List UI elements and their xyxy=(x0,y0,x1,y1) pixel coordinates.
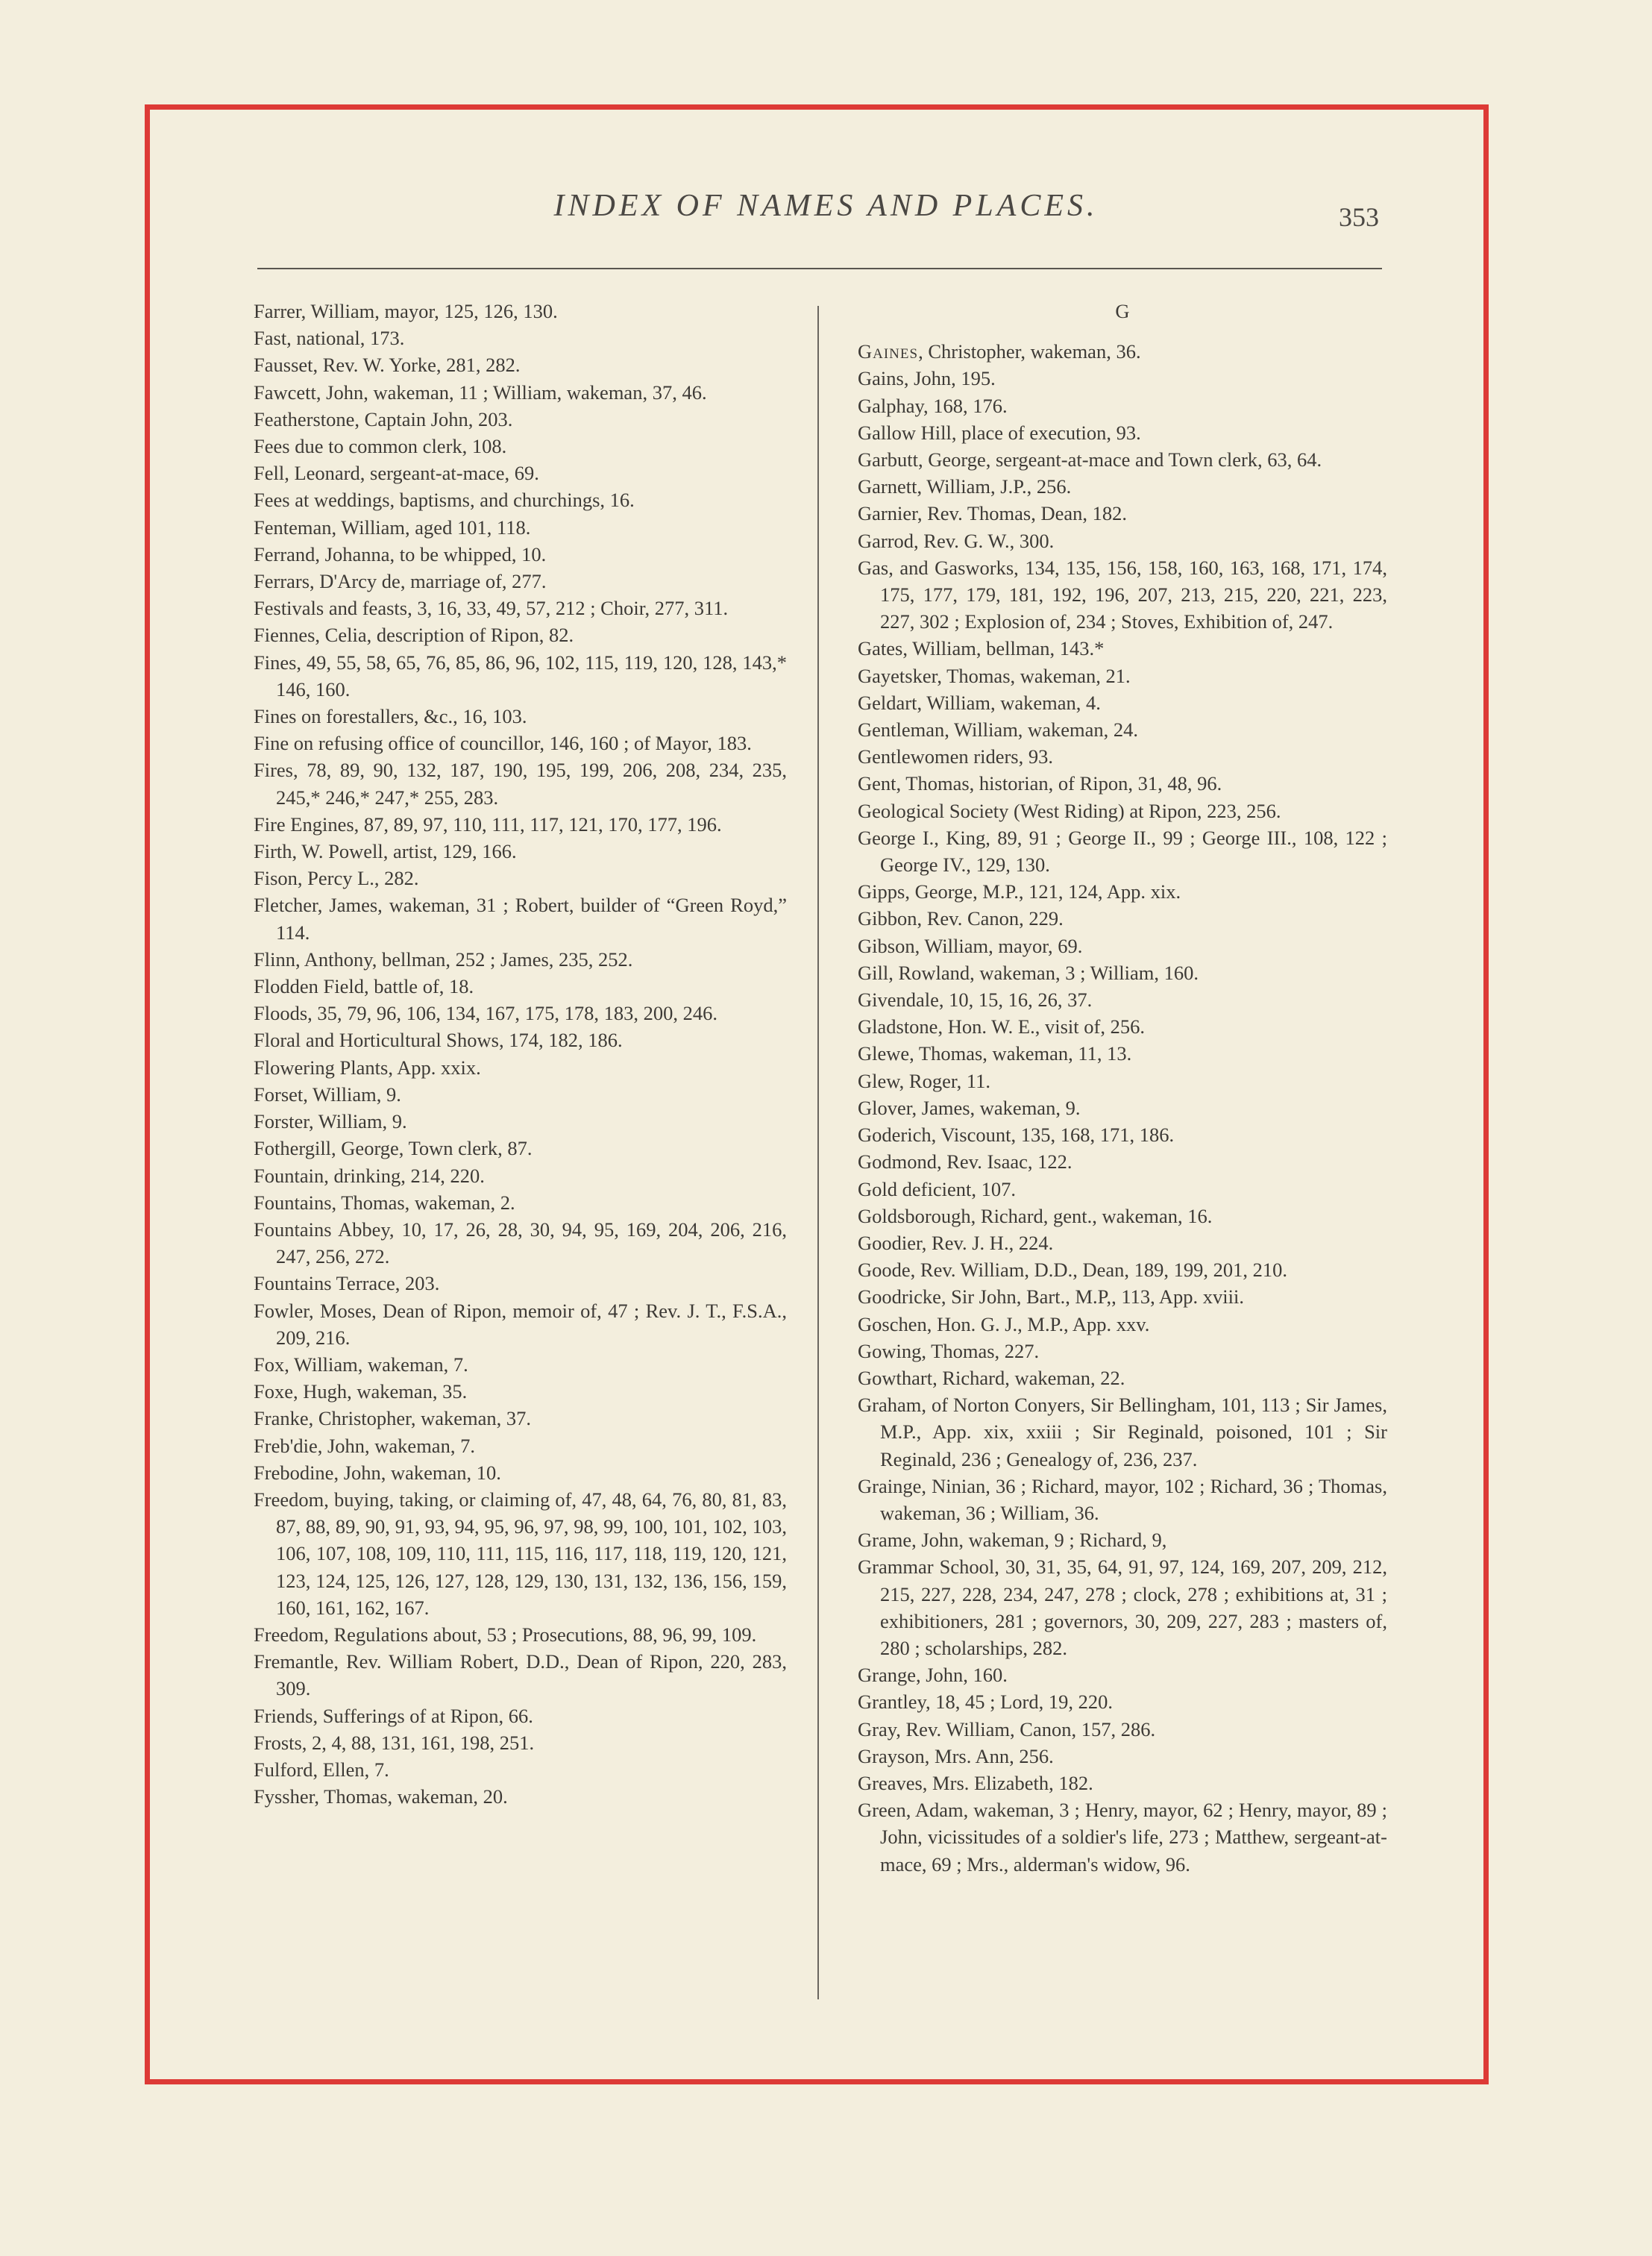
index-entry: Garbutt, George, sergeant-at-mace and Town clerk, 63, 64. xyxy=(858,448,1322,471)
index-entry: Flowering Plants, App. xxix. xyxy=(254,1056,481,1079)
index-entry: Franke, Christopher, wakeman, 37. xyxy=(254,1407,532,1430)
index-entry: Godmond, Rev. Isaac, 122. xyxy=(858,1150,1072,1174)
index-entry: Goschen, Hon. G. J., M.P., App. xxv. xyxy=(858,1312,1150,1335)
index-entry: Fountain, drinking, 214, 220. xyxy=(254,1164,485,1187)
index-entries-g xyxy=(858,365,1387,1877)
index-entry: Fiennes, Celia, description of Ripon, 82. xyxy=(254,624,574,647)
index-entry: Flodden Field, battle of, 18. xyxy=(254,975,474,998)
index-entry: Geldart, William, wakeman, 4. xyxy=(858,691,1101,714)
index-entry: Graham, of Norton Conyers, Sir Bellingham, 101, 113 ; Sir James, M.P., App. xix, xxiii ; Sir Reginald, poisoned, 101 ; Sir Reginald, 236 ; Genealogy of, 236, 237. xyxy=(858,1394,1387,1470)
index-entry: Fell, Leonard, sergeant-at-mace, 69. xyxy=(254,462,539,485)
index-entry: Glewe, Thomas, wakeman, 11, 13. xyxy=(858,1042,1132,1065)
index-entry: Foxe, Hugh, wakeman, 35. xyxy=(254,1380,468,1403)
index-entry: Goode, Rev. William, D.D., Dean, 189, 199, 201, 210. xyxy=(858,1259,1287,1282)
index-entry: Givendale, 10, 15, 16, 26, 37. xyxy=(858,988,1093,1012)
index-entry: Grainge, Ninian, 36 ; Richard, mayor, 102 ; Richard, 36 ; Thomas, wakeman, 36 ; William, 36. xyxy=(858,1474,1387,1524)
index-entry: Gowthart, Richard, wakeman, 22. xyxy=(858,1366,1125,1389)
index-entry: Garnett, William, J.P., 256. xyxy=(858,475,1072,498)
index-entry: Fines, 49, 55, 58, 65, 76, 85, 86, 96, 102, 115, 119, 120, 128, 143,* 146, 160. xyxy=(254,651,787,701)
index-entry: Fees due to common clerk, 108. xyxy=(254,435,507,458)
index-entry: Grantley, 18, 45 ; Lord, 19, 220. xyxy=(858,1691,1113,1714)
index-entry: Festivals and feasts, 3, 16, 33, 49, 57, 212 ; Choir, 277, 311. xyxy=(254,597,729,620)
page-number: 353 xyxy=(1339,202,1379,232)
index-entry: Fletcher, James, wakeman, 31 ; Robert, builder of “Green Royd,” 114. xyxy=(254,894,787,944)
index-entry: Gains, John, 195. xyxy=(858,367,996,390)
header-rule xyxy=(257,268,1382,269)
index-entry: Gipps, George, M.P., 121, 124, App. xix. xyxy=(858,880,1181,903)
index-entry: Goodier, Rev. J. H., 224. xyxy=(858,1231,1054,1254)
index-entry: Fountains Terrace, 203. xyxy=(254,1272,440,1295)
index-entry: Gayetsker, Thomas, wakeman, 21. xyxy=(858,664,1131,687)
index-entry: Forster, William, 9. xyxy=(254,1110,407,1133)
index-entry: Fines on forestallers, &c., 16, 103. xyxy=(254,705,527,728)
index-entry: Fox, William, wakeman, 7. xyxy=(254,1353,468,1376)
index-entry: Geological Society (West Riding) at Ripon, 223, 256. xyxy=(858,799,1281,822)
index-entry: Goodricke, Sir John, Bart., M.P,, 113, App. xviii. xyxy=(858,1285,1244,1309)
index-entry: Fowler, Moses, Dean of Ripon, memoir of, 47 ; Rev. J. T., F.S.A., 209, 216. xyxy=(254,1299,787,1349)
index-entry: Gibbon, Rev. Canon, 229. xyxy=(858,907,1064,930)
index-entry: Grayson, Mrs. Ann, 256. xyxy=(858,1744,1054,1767)
index-entry: Gibson, William, mayor, 69. xyxy=(858,934,1083,957)
page-title: INDEX OF NAMES AND PLACES. xyxy=(553,189,1099,223)
index-entry: Fine on refusing office of councillor, 146, 160 ; of Mayor, 183. xyxy=(254,732,752,755)
index-entry: Fenteman, William, aged 101, 118. xyxy=(254,516,531,539)
index-column-left xyxy=(254,298,787,1810)
index-entry: Featherstone, Captain John, 203. xyxy=(254,407,513,430)
index-entry: Fawcett, John, wakeman, 11 ; William, wakeman, 37, 46. xyxy=(254,380,707,404)
index-entry: Gold deficient, 107. xyxy=(858,1177,1016,1200)
index-entry: Fausset, Rev. W. Yorke, 281, 282. xyxy=(254,354,521,377)
index-entry: Garrod, Rev. G. W., 300. xyxy=(858,529,1055,552)
entry-text: , Christopher, wakeman, 36. xyxy=(918,340,1141,363)
index-entry: Gas, and Gasworks, 134, 135, 156, 158, 160, 163, 168, 171, 174, 175, 177, 179, 181, 192, 196, 207, 213, 215, 220, 221, 223, 227, 302 ; Explosion of, 234 ; Stoves, Exhibition of, 247. xyxy=(858,556,1387,633)
index-entry: Fees at weddings, baptisms, and churchings, 16. xyxy=(254,489,635,512)
index-entry: Flinn, Anthony, bellman, 252 ; James, 235, 252. xyxy=(254,947,633,971)
index-entry: Ferrars, D'Arcy de, marriage of, 277. xyxy=(254,570,547,593)
index-entry: Firth, W. Powell, artist, 129, 166. xyxy=(254,840,517,863)
index-entry: Gill, Rowland, wakeman, 3 ; William, 160. xyxy=(858,961,1199,984)
index-entry: Fires, 78, 89, 90, 132, 187, 190, 195, 199, 206, 208, 234, 235, 245,* 246,* 247,* 255, 283. xyxy=(254,759,787,809)
index-entry: Gowing, Thomas, 227. xyxy=(858,1339,1040,1362)
index-entry: Gates, William, bellman, 143.* xyxy=(858,637,1105,660)
index-entry: Glew, Roger, 11. xyxy=(858,1069,991,1092)
index-entry: Frebodine, John, wakeman, 10. xyxy=(254,1461,501,1484)
index-entry: Glover, James, wakeman, 9. xyxy=(858,1096,1081,1119)
index-entry: Greaves, Mrs. Elizabeth, 182. xyxy=(858,1771,1093,1794)
index-entry: Forset, William, 9. xyxy=(254,1082,401,1106)
index-entry: Galphay, 168, 176. xyxy=(858,394,1008,417)
index-entry: Grame, John, wakeman, 9 ; Richard, 9, xyxy=(858,1529,1167,1552)
index-entry: Ferrand, Johanna, to be whipped, 10. xyxy=(254,542,547,565)
index-entry: Floods, 35, 79, 96, 106, 134, 167, 175, 178, 183, 200, 246. xyxy=(254,1002,718,1025)
index-entry: Floral and Horticultural Shows, 174, 182, 186. xyxy=(254,1029,623,1052)
index-entry: Gentleman, William, wakeman, 24. xyxy=(858,718,1138,742)
index-entry: Gray, Rev. William, Canon, 157, 286. xyxy=(858,1717,1156,1740)
index-entry: Green, Adam, wakeman, 3 ; Henry, mayor, 62 ; Henry, mayor, 89 ; John, vicissitudes of a soldier's life, 273 ; Matthew, sergeant-at-mace, 69 ; Mrs., alderman's widow, 96. xyxy=(858,1799,1387,1876)
index-entry: Garnier, Rev. Thomas, Dean, 182. xyxy=(858,502,1128,525)
index-entry: Goderich, Viscount, 135, 168, 171, 186. xyxy=(858,1124,1175,1147)
index-entry: Freedom, buying, taking, or claiming of, 47, 48, 64, 76, 80, 81, 83, 87, 88, 89, 90, 91, 93, 94, 95, 96, 97, 98, 99, 100, 101, 102, 103, 106, 107, 108, 109, 110, 111, 115, 116, 117, 118, 119, 120, 121, 123, 124, 125, 126, 127, 128, 129, 130, 131, 132, 136, 156, 159, 160, 161, 162, 167. xyxy=(254,1488,787,1619)
index-entry: Fulford, Ellen, 7. xyxy=(254,1758,389,1781)
index-entry: George I., King, 89, 91 ; George II., 99 ; George III., 108, 122 ; George IV., 129, 130. xyxy=(858,826,1387,877)
index-entry: Goldsborough, Richard, gent., wakeman, 16. xyxy=(858,1204,1213,1227)
index-entry: Farrer, William, mayor, 125, 126, 130. xyxy=(254,300,558,322)
index-entry: Fountains, Thomas, wakeman, 2. xyxy=(254,1191,515,1214)
section-letter: G xyxy=(1115,300,1130,322)
index-entry: Fyssher, Thomas, wakeman, 20. xyxy=(254,1785,508,1808)
index-entry: Friends, Sufferings of at Ripon, 66. xyxy=(254,1704,533,1727)
index-entry: Fast, national, 173. xyxy=(254,327,405,350)
index-entry: Gent, Thomas, historian, of Ripon, 31, 48, 96. xyxy=(858,772,1222,795)
column-divider xyxy=(817,306,819,1999)
index-entry: Frosts, 2, 4, 88, 131, 161, 198, 251. xyxy=(254,1731,535,1754)
index-entry: Fison, Percy L., 282. xyxy=(254,867,419,890)
index-entry: Gentlewomen riders, 93. xyxy=(858,745,1053,768)
index-entry: Gallow Hill, place of execution, 93. xyxy=(858,421,1141,444)
index-entry: Fremantle, Rev. William Robert, D.D., Dean of Ripon, 220, 283, 309. xyxy=(254,1650,787,1700)
index-entry: Freb'die, John, wakeman, 7. xyxy=(254,1434,475,1457)
index-entry: Gladstone, Hon. W. E., visit of, 256. xyxy=(858,1015,1145,1038)
index-column-right xyxy=(858,298,1387,1878)
index-entry: Grammar School, 30, 31, 35, 64, 91, 97, 124, 169, 207, 209, 212, 215, 227, 228, 234, 247, 278 ; clock, 278 ; exhibitions at, 31 ; exhibitioners, 281 ; governors, 30, 209, 227, 283 ; masters of, 280 ; scholarships, 282. xyxy=(858,1555,1387,1659)
index-entry: Fothergill, George, Town clerk, 87. xyxy=(254,1137,533,1160)
index-entry: Fire Engines, 87, 89, 97, 110, 111, 117, 121, 170, 177, 196. xyxy=(254,812,722,836)
index-entry: Grange, John, 160. xyxy=(858,1664,1008,1687)
index-entry: Fountains Abbey, 10, 17, 26, 28, 30, 94, 95, 169, 204, 206, 216, 247, 256, 272. xyxy=(254,1218,787,1268)
index-entry xyxy=(858,338,1387,365)
entry-name-smallcaps: Gaines xyxy=(858,340,919,363)
index-entry: Freedom, Regulations about, 53 ; Prosecutions, 88, 96, 99, 109. xyxy=(254,1623,757,1646)
